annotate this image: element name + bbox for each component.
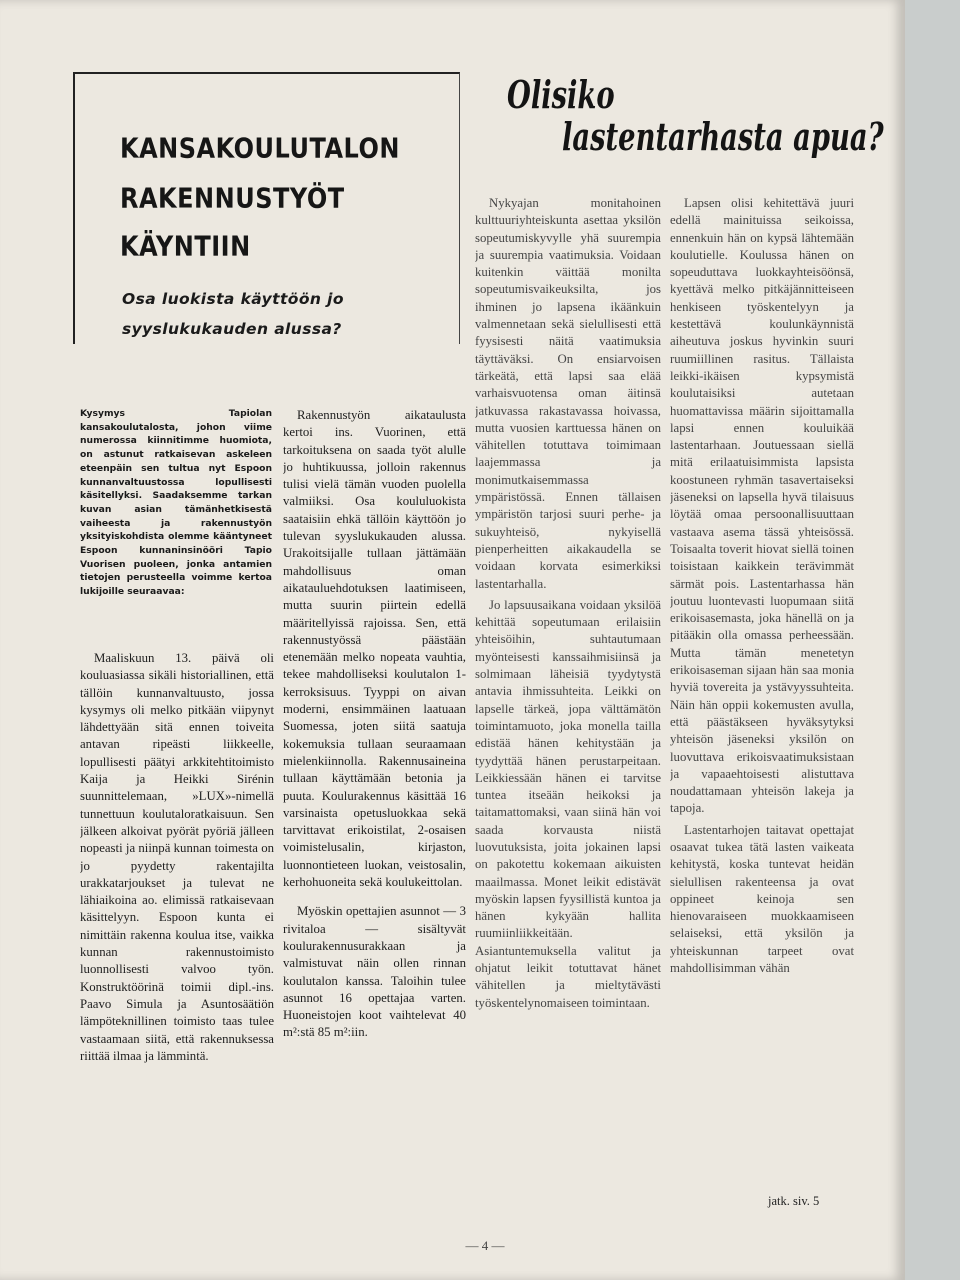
headline-line-3: KÄYNTIIN <box>120 230 251 263</box>
column-4-paragraph-1: Lapsen olisi kehitettävä juuri edellä mainituissa seikoissa, ennenkuin hän on kypsä lähtemään koulutielle. Koulussa hänen on sopeuduttava luokkayhteisöönsä, kyettävä melko pitkäjännitteiseen henkiseen työskentelyyn ja kestettävä koulunkäynnistä aiheutuva joskus hyvinkin suuri ruumiillinen rasitus. Tällaista leikki-ikäisen kypsymistä koulutaisiksi autetaan huomattavissa määrin sijoittamalla lapsi ennen kouluikää lastentarhaan. Joutuessaan siellä mitä erilaatuisimmista lapsista koostuneen ryhmän tasavertaiseksi jäseneksi on lapsella hyvä tilaisuus löytää omaa persoonallisuuttaan vastaava asema tässä yhteisössä. Toisaalta toverit hiovat siellä toinen toisistaan kaikkein terävimmät särmät pois. Lastentarhassa hän joutuu luontevasti luopumaan siitä erikoisasemasta, joka hänellä on ja pitääkin olla omassa perheessään. Mutta tämän menetetyn erikoisaseman sijaan hän saa monia hyviä tovereita ja ystävyyssuhteita. Näin hän oppii kokemusten avulla, että päästäkseen hyväksytyksi yhteisön jäseneksi yksilön on luovuttava erikoisvaatimuksistaan ja vapaaehtoisesti alistuttava noudattamaan yhteisön lakeja ja tapoja. <box>670 196 854 816</box>
article-column-1 <box>80 650 274 1210</box>
column-3-paragraph-1: Nykyajan monitahoinen kulttuuriyhteiskunta asettaa yksilön sopeutumiskyvylle yhä suurempia ja suurempia vaatimuksia. Voidaan kuitenkin väittää monilta sopeutumisvaikeuksilta, jos ihminen jo lapsena ikäänkuin valmennetaan sekä sielullisesti että fyysisesti näitä vaatimuksia täyttäväksi. On ensiarvoisen tärkeätä, että lapsi saa elää varhaisvuotensa oman äitinsä jatkuvassa rakastavassa hoivassa, mutta vuosien karttuessa hänen on vähitellen totuttava toimimaan laajemmassa ja monimutkaisemmassa ympäristössä. Ennen tällaisen ympäristön tarjosi suuri perhe- ja sukuyhteisö, nykyisellä pienperheitten aikakaudella se voidaan korvata esimerkiksi lastentarhalla. <box>475 196 661 591</box>
continued-note: jatk. siv. 5 <box>768 1194 820 1208</box>
column-2-paragraph-1: Rakennustyön aikataulusta kertoi ins. Vuorinen, että tarkoituksena on saada työt alulle jo huhtikuussa, jolloin rakennus tulisi vielä tämän vuoden puolella valmiiksi. Osa koululuokista saataisiin ehkä tällöin käyttöön jo tulevan syyslukukauden alussa. Urakoitsijalle tullaan jättämään mahdollisuus oman aikatauluehdotuksen laatimiseen, mutta suurin piirtein edellä määritellyissä rajoissa. Sen, että rakennustyössä päästään etenemään melko nopeata vauhtia, tekee mahdolliseksi koulutalon 1-kerroksisuus. Tyyppi on aivan moderni, ensimmäinen laatuaan Suomessa, joten siitä saatuja kokemuksia tullaan seuraamaan mielenkiinnolla. Rakennusaineina tullaan käyttämään betonia ja puuta. Koulurakennus käsittää 16 varsinaista opetusluokkaa sekä tarvittavat erikoistilat, 2-osaisen voimistelusalin, kirjaston, luonnontieteen luokan, veistosalin, kerhohuoneita sekä koulukeittolan. <box>283 408 466 890</box>
subheadline-line-2: syyslukukauden alussa? <box>122 320 342 338</box>
background-table <box>905 0 960 1280</box>
article-column-4 <box>670 195 854 1193</box>
subheadline-line-1: Osa luokista käyttöön jo <box>122 290 344 308</box>
column-3-paragraph-2: Jo lapsuusaikana voidaan yksilöä kehittää sopeutumaan erilaisiin yhteisöihin, suhtautumaan myönteisesti kanssaihmisiinsä ja solmimaan läheisiä tyydytystä antavia ihmissuhteita. Leikki on lapselle tärkeä, jopa välttämätön toimintamuoto, joka monella tailla edistää hänen kehitystään ja tyydyttää hänen perustarpeitaan. Leikkiessään hänen ei tarvitse tuntea itseään heikoksi ja taitamattomaksi, vaan siinä hän voi saada korvausta niistä luovutuksista, joita jokainen lapsi on pakotettu kokemaan aikuisten maailmassa. Monet leikit edistävät myöskin lapsen fyysillistä kuntoa ja hänen kykyään hallita ruumiinliikkeitään. Asiantuntemuksella valitut ja ohjatut leikit totuttavat hänet vähitellen ja mieltytävästi työskentelynomaiseen toimintaan. <box>475 597 661 1010</box>
article-column-3 <box>475 195 661 1215</box>
page-number: — 4 — <box>465 1238 505 1253</box>
article-column-2 <box>283 407 466 1187</box>
headline-line-1: KANSAKOULUTALON <box>120 132 400 165</box>
column-1-paragraph: Maaliskuun 13. päivä oli kouluasiassa sikäli historiallinen, että tällöin kunnanvaltuusto, jossa kysymys oli melko pitkään viipynyt lähdettyään sitä ennen toiveita antavan ripeästi liikkeelle, lopullisesti päätyi arkkitehtitoimisto Kaija ja Heikki Sirénin suunnittelemaan, »LUX»-nimellä tunnettuun koulutaloratkaisuun. Sen jälkeen alkoivat pyörät pyöriä jälleen nopeasti ja niinpä kunnan toimesta on jo pyydetty rakentajilta urakkatarjoukset ja tulevat ne lähiaikoina ao. elimissä ratkaisevaan käsittelyyn. Espoon kunta ei nimittäin rakenna koulua itse, vaikka kunnan rakennustoimisto luonnollisesti valvoo työn. Konstruktöörinä toimii dipl.-ins. Paavo Simula ja Asuntosäätiön lämpöteknillinen toimisto taas tulee vastaamaan siitä, että rakennuksessa riittää ilmaa ja lämmintä. <box>80 651 274 1063</box>
headline-line-2: RAKENNUSTYÖT <box>120 182 345 215</box>
column-2-paragraph-2: Myöskin opettajien asunnot — 3 rivitaloa — sisältyvät koulurakennusurakkaan ja valmistuvat näin ollen rinnan koulutalon kanssa. Taloihin tulee asunnot 16 opettajaa varten. Huoneistojen koot vaihtelevat 40 m²:stä 85 m²:iin. <box>283 904 466 1040</box>
article-intro: Kysymys Tapiolan kansakoulutalosta, johon viime numerossa kiinnitimme huomiota, on astunut ratkaisevan askeleen eteenpäin sen tultua nyt Espoon kunnanvaltuustossa lopullisesti käsitellyksi. Saadaksemme tarkan kuvan asian tämänhetkisestä vaiheesta ja rakennustyön yksityiskohdista olemme kääntyneet Espoon kunnaninsinööri Tapio Vuorisen puoleen, jonka antamien tietojen perusteella voimme kertoa lukijoille seuraavaa: <box>80 408 272 598</box>
right-title-line-1: Olisiko <box>507 72 615 117</box>
right-title-line-2: lastentarhasta apua? <box>562 114 884 159</box>
column-4-paragraph-2: Lastentarhojen taitavat opettajat osaavat tukea tätä lasten vaikeata kehitystä, koska tuntevat heidän sielullisen rakenteensa ja ovat oppineet keinoja sen hienovaraiseen muokkaamiseen selaiseksi, että yksilön ja yhteiskunnan tarpeet ovat mahdollisimman vähän <box>670 822 854 976</box>
